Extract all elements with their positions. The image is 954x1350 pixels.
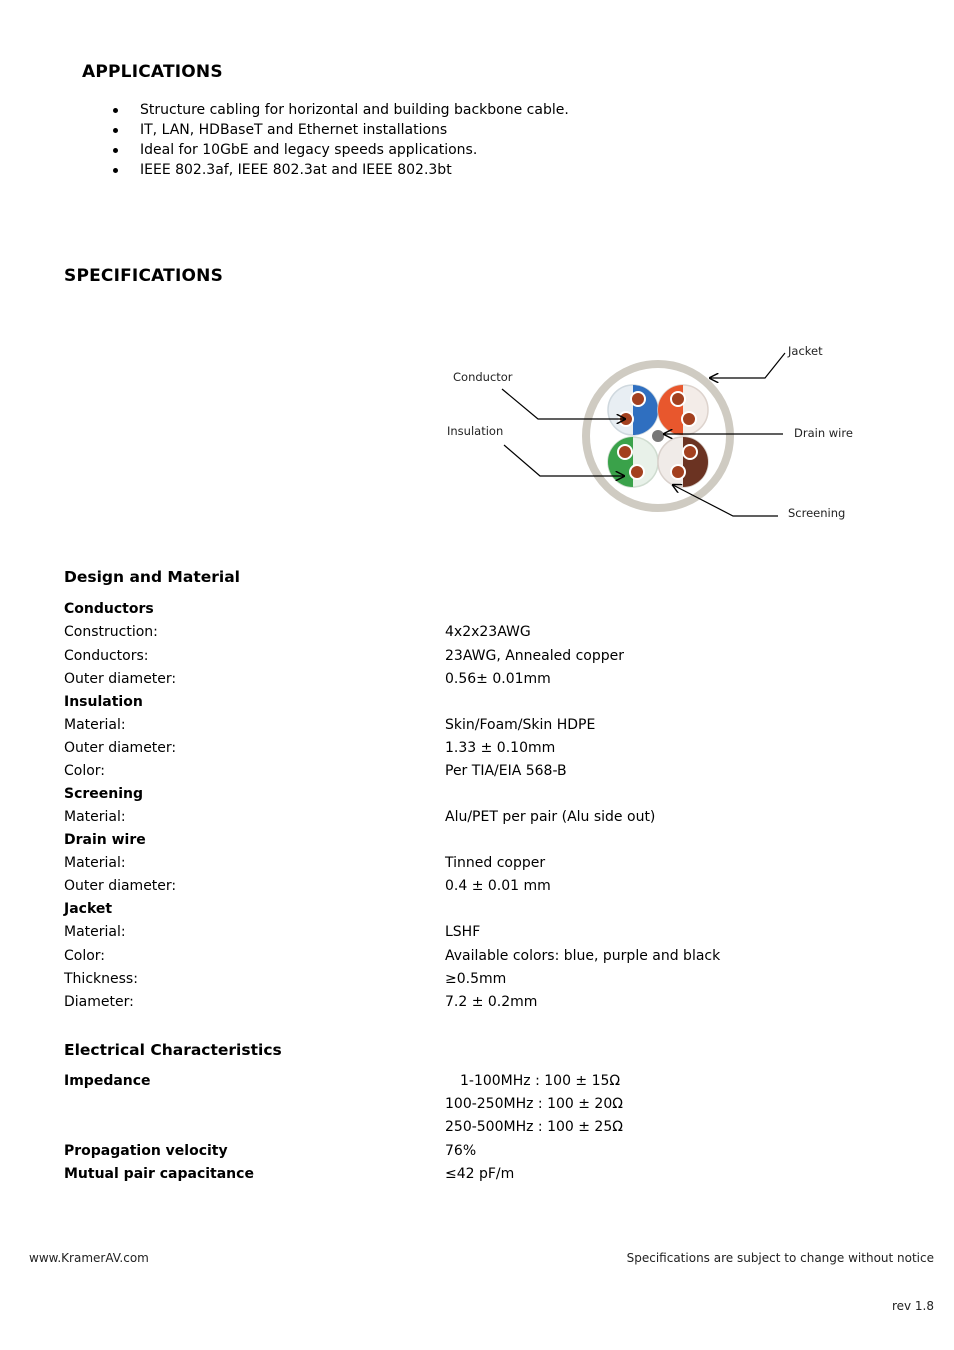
spec-label: Outer diameter: [64,671,177,687]
spec-value: Available colors: blue, purple and black [445,948,721,964]
jacket-leader [710,353,785,378]
conductor-label: Conductor [453,370,513,384]
spec-value: LSHF [445,924,481,940]
drain-wire [652,430,664,442]
spec-value: Alu/PET per pair (Alu side out) [445,809,656,825]
spec-value: 1.33 ± 0.10mm [445,740,556,756]
screening-label: Screening [788,506,846,520]
spec-value: Per TIA/EIA 568-B [445,763,567,779]
spec-label: Construction: [64,624,158,640]
impedance-value: 1-100MHz : 100 ± 15Ω [460,1073,621,1089]
design-heading: Design and Material [64,568,240,586]
list-item: Structure cabling for horizontal and building backbone cable. [82,100,569,120]
impedance-value: 250-500MHz : 100 ± 25Ω [445,1119,623,1135]
electrical-heading: Electrical Characteristics [64,1041,282,1059]
spec-label: Thickness: [64,971,138,987]
pair-green [608,437,658,487]
spec-value: Tinned copper [445,855,546,871]
list-item: Ideal for 10GbE and legacy speeds applications. [82,140,569,160]
capacitance-value: ≤42 pF/m [445,1166,515,1182]
footer-revision: rev 1.8 [891,1299,934,1313]
drain-wire-label: Drain wire [794,426,853,440]
spec-value: 4x2x23AWG [445,624,531,640]
insulation-label: Insulation [447,424,504,438]
spec-value: 7.2 ± 0.2mm [445,994,538,1010]
applications-heading: APPLICATIONS [82,62,223,82]
list-item: IEEE 802.3af, IEEE 802.3at and IEEE 802.3bt [82,160,569,180]
spec-label: Material: [64,924,126,940]
bullet-icon [113,168,118,173]
capacitance-label: Mutual pair capacitance [64,1166,254,1182]
footer-notice: Specifications are subject to change without notice [626,1251,934,1265]
spec-label: Outer diameter: [64,740,177,756]
list-item: IT, LAN, HDBaseT and Ethernet installations [82,120,569,140]
spec-label: Color: [64,763,106,779]
specifications-heading: SPECIFICATIONS [64,266,224,286]
pair-brown [658,437,708,487]
bullet-icon [113,148,118,153]
cable-cross-section-diagram [440,335,870,535]
impedance-label: Impedance [64,1073,151,1089]
spec-label: Material: [64,855,126,871]
screening-subheading: Screening [64,786,144,802]
spec-value: 0.4 ± 0.01 mm [445,878,551,894]
jacket-label: Jacket [788,344,823,358]
bullet-icon [113,108,118,113]
conductors-subheading: Conductors [64,601,154,617]
applications-list [82,100,569,180]
bullet-icon [113,128,118,133]
impedance-value: 100-250MHz : 100 ± 20Ω [445,1096,623,1112]
velocity-value: 76% [445,1143,477,1159]
drain-wire-subheading: Drain wire [64,832,146,848]
spec-label: Outer diameter: [64,878,177,894]
spec-value: Skin/Foam/Skin HDPE [445,717,596,733]
spec-label: Diameter: [64,994,134,1010]
spec-label: Color: [64,948,106,964]
footer-website-link[interactable]: www.KramerAV.com [29,1251,149,1265]
jacket-subheading: Jacket [64,901,113,917]
insulation-subheading: Insulation [64,694,143,710]
spec-value: 0.56± 0.01mm [445,671,551,687]
spec-label: Material: [64,809,126,825]
velocity-label: Propagation velocity [64,1143,228,1159]
spec-value: ≥0.5mm [445,971,507,987]
spec-label: Conductors: [64,648,149,664]
pair-blue [608,385,658,435]
pair-orange [658,385,708,435]
spec-label: Material: [64,717,126,733]
spec-value: 23AWG, Annealed copper [445,648,624,664]
